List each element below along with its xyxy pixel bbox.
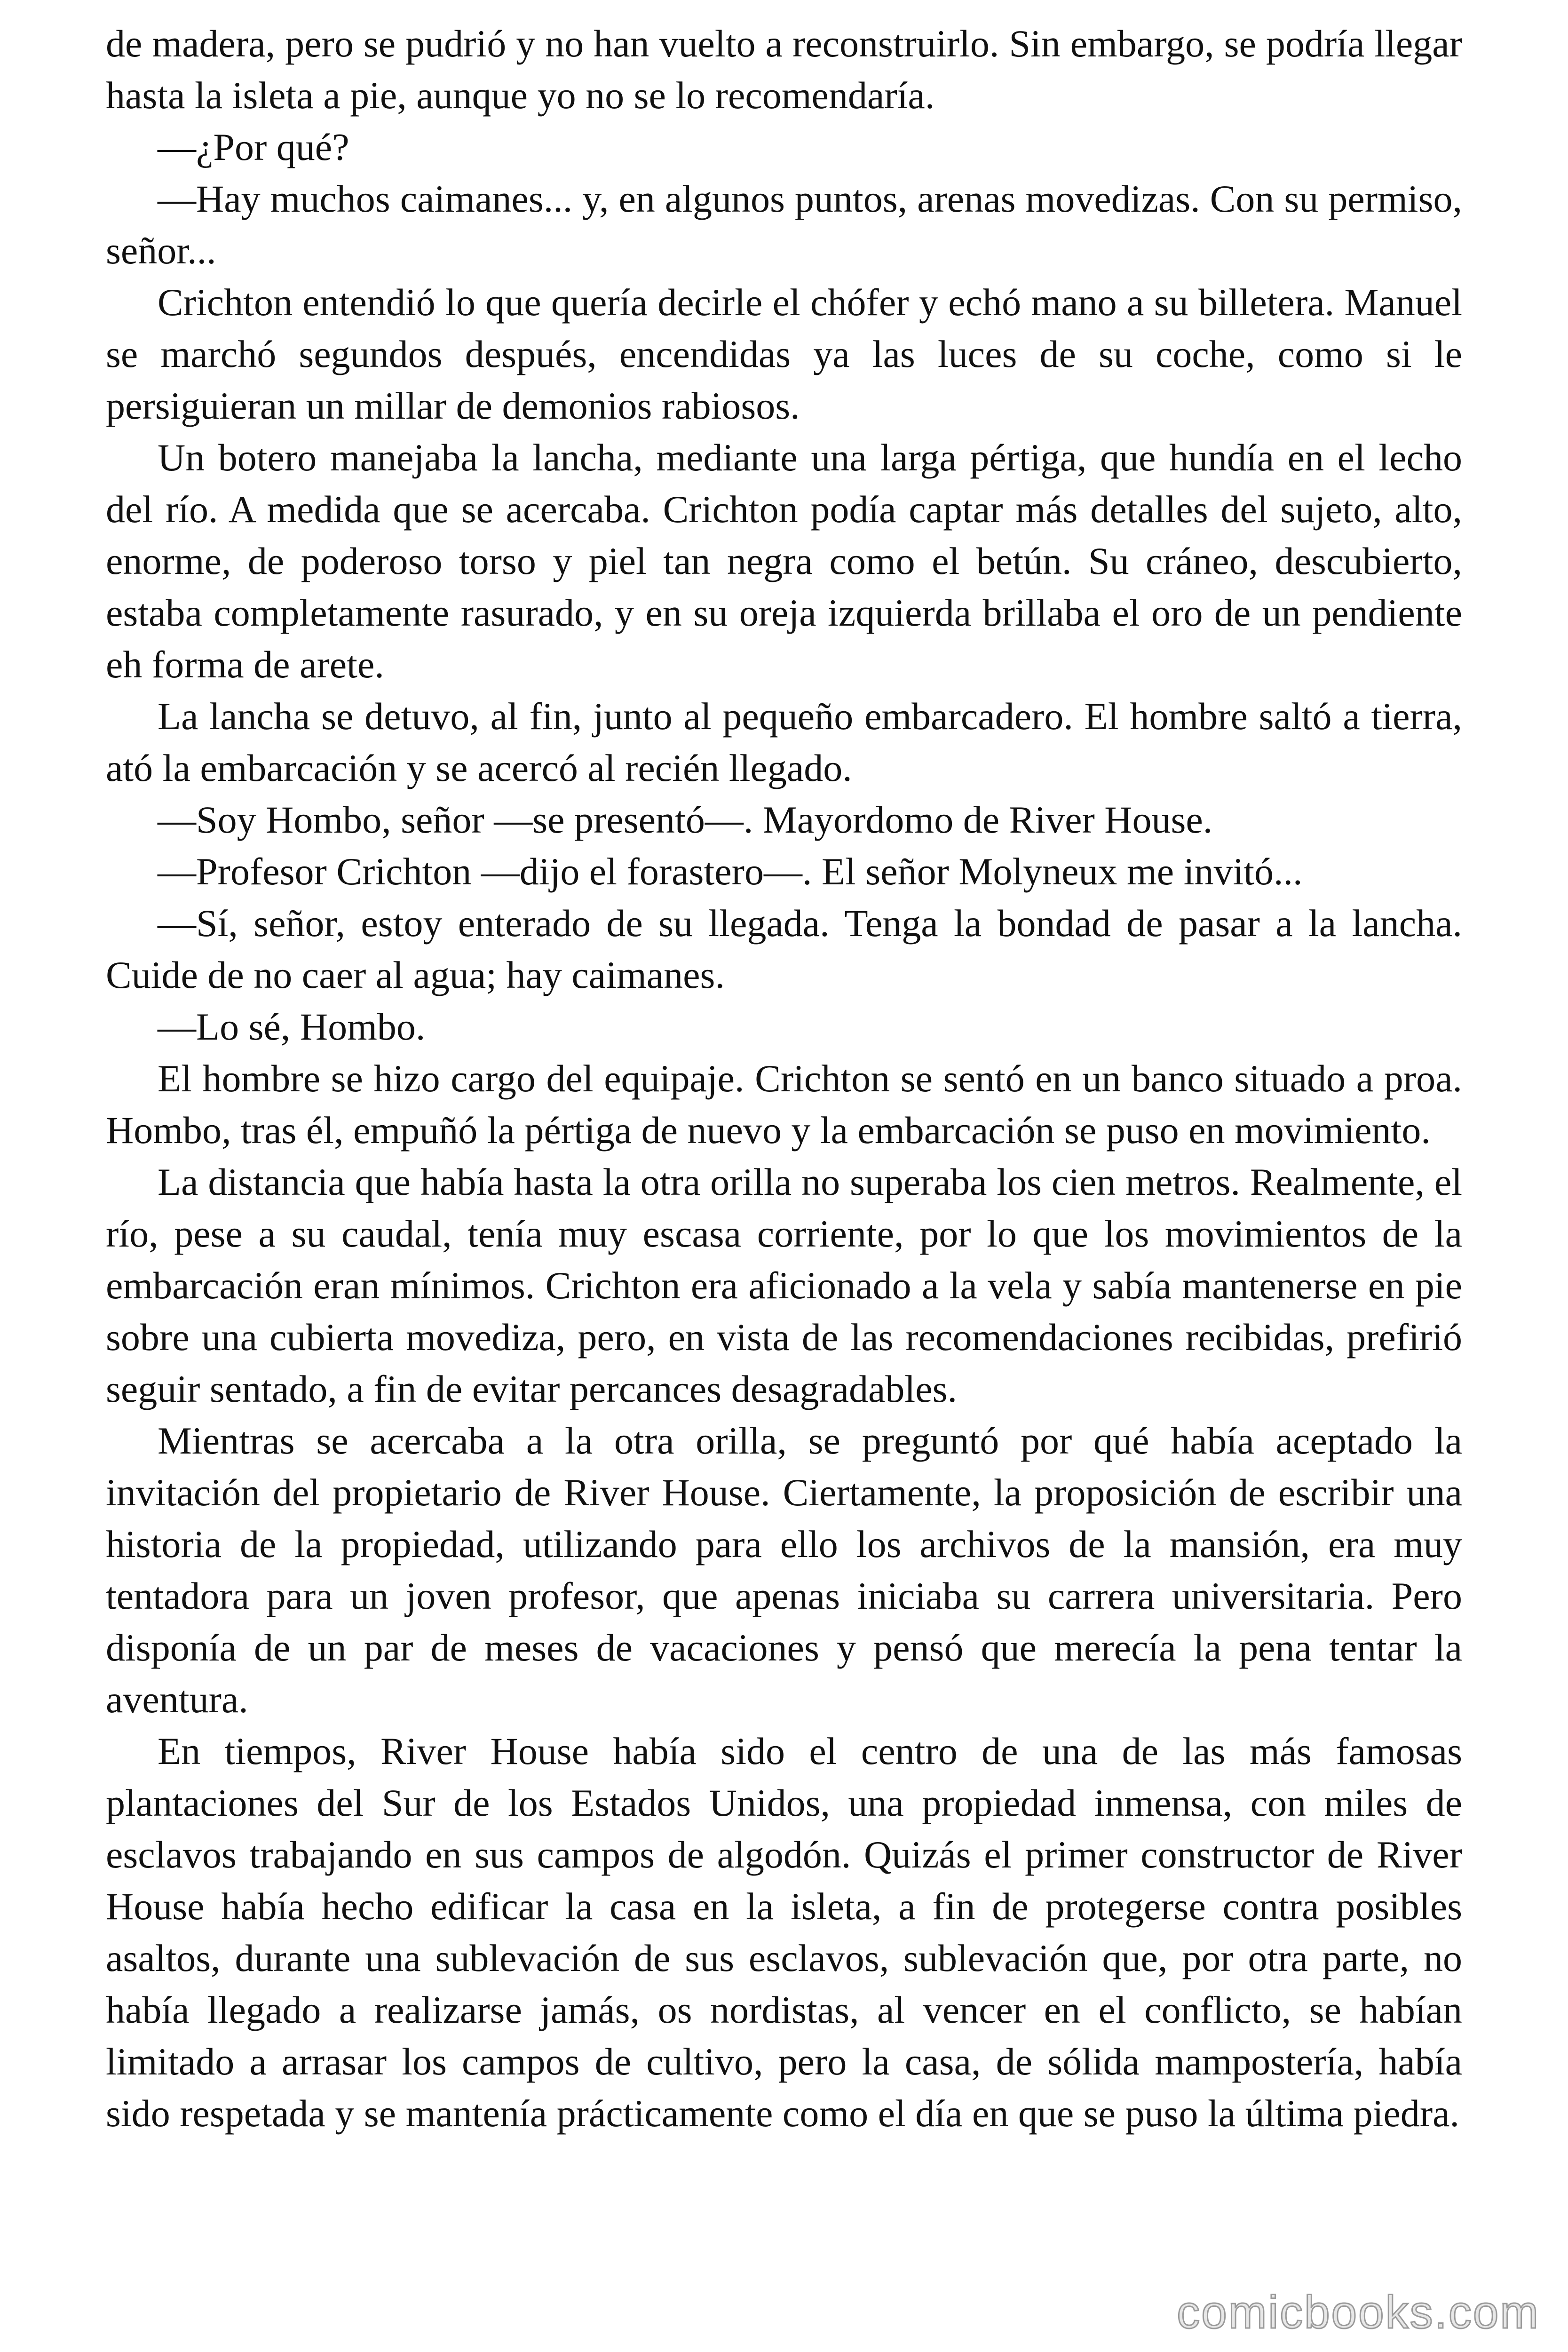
paragraph: Crichton entendió lo que quería decirle el chófer y echó mano a su billetera. Manuel se marchó segundos después, encendidas ya las luces de su coche, como si le persiguieran un millar de demonios rabiosos.	[106, 281, 1462, 427]
dialogue-line: —Lo sé, Hombo.	[158, 1005, 426, 1048]
dialogue-line: —Profesor Crichton —dijo el forastero—. El señor Molyneux me invitó...	[158, 850, 1303, 893]
dialogue-line: —¿Por qué?	[158, 126, 349, 168]
paragraph: El hombre se hizo cargo del equipaje. Crichton se sentó en un banco situado a proa. Hombo, tras él, empuñó la pértiga de nuevo y la embarcación se puso en movimiento.	[106, 1057, 1462, 1152]
paragraph: La lancha se detuvo, al fin, junto al pequeño embarcadero. El hombre saltó a tierra, ató la embarcación y se acercó al recién llegado.	[106, 695, 1462, 789]
paragraph: En tiempos, River House había sido el centro de una de las más famosas plantaciones del Sur de los Estados Unidos, una propiedad inmensa, con miles de esclavos trabajando en sus campos de algodón. Quizás el primer constructor de River House había hecho edificar la casa en la isleta, a fin de protegerse contra posibles asaltos, durante una sublevación de sus esclavos, sublevación que, por otra parte, no había llegado a realizarse jamás, os nordistas, al vencer en el conflicto, se habían limitado a arrasar los campos de cultivo, pero la casa, de sólida mampostería, había sido respetada y se mantenía prácticamente como el día en que se puso la última piedra.	[106, 1730, 1462, 2135]
paragraph: La distancia que había hasta la otra orilla no superaba los cien metros. Realmente, el río, pese a su caudal, tenía muy escasa corriente, por lo que los movimientos de la embarcación eran mínimos. Crichton era aficionado a la vela y sabía mantenerse en pie sobre una cubierta movediza, pero, en vista de las recomendaciones recibidas, prefirió seguir sentado, a fin de evitar percances desagradables.	[106, 1160, 1462, 1410]
paragraph: Mientras se acercaba a la otra orilla, se preguntó por qué había aceptado la invitación del propietario de River House. Ciertamente, la proposición de escribir una historia de la propiedad, utilizando para ello los archivos de la mansión, era muy tentadora para un joven profesor, que apenas iniciaba su carrera universitaria. Pero disponía de un par de meses de vacaciones y pensó que merecía la pena tentar la aventura.	[106, 1419, 1462, 1721]
watermark: comicbooks.com	[1177, 2286, 1540, 2338]
dialogue-line: —Sí, señor, estoy enterado de su llegada. Tenga la bondad de pasar a la lancha. Cuide de no caer al agua; hay caimanes.	[106, 902, 1462, 996]
paragraph-continued: de madera, pero se pudrió y no han vuelto a reconstruirlo. Sin embargo, se podría llegar hasta la isleta a pie, aunque yo no se lo recomendaría.	[106, 22, 1462, 117]
dialogue-line: —Hay muchos caimanes... y, en algunos puntos, arenas movedizas. Con su permiso, señor...	[106, 177, 1462, 272]
paragraph: Un botero manejaba la lancha, mediante una larga pértiga, que hundía en el lecho del río. A medida que se acercaba. Crichton podía captar más detalles del sujeto, alto, enorme, de poderoso torso y piel tan negra como el betún. Su cráneo, descubierto, estaba completamente rasurado, y en su oreja izquierda brillaba el oro de un pendiente eh forma de arete.	[106, 436, 1462, 686]
page-text	[106, 18, 1462, 2323]
dialogue-line: —Soy Hombo, señor —se presentó—. Mayordomo de River House.	[158, 798, 1213, 841]
